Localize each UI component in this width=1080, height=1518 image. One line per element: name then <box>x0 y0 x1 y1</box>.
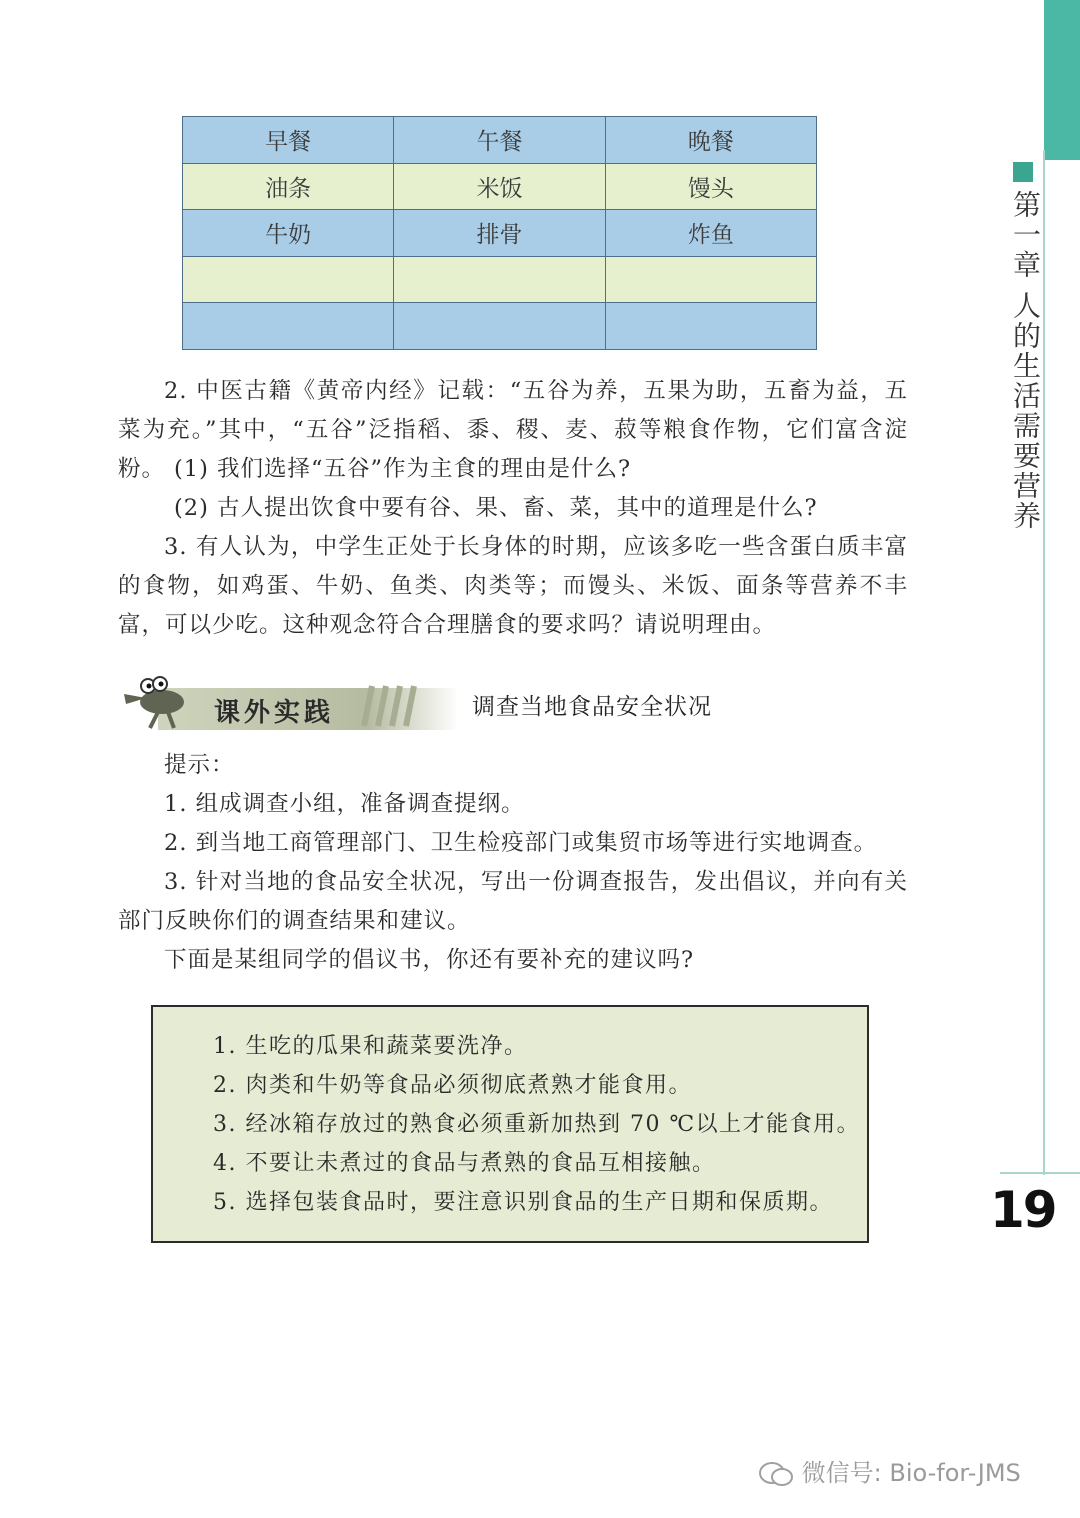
table-header-cell: 晚餐 <box>605 117 816 164</box>
proposal-item: 3. 经冰箱存放过的熟食必须重新加热到 70 ℃以上才能食用。 <box>213 1112 861 1137</box>
watermark-label: 微信号: Bio-for-JMS <box>801 1459 1021 1487</box>
watermark <box>758 1453 1021 1488</box>
question-2-sub-2: (2) 古人提出饮食中要有谷、果、畜、菜，其中的道理是什么? <box>174 495 818 521</box>
table-cell <box>605 256 816 303</box>
table-cell <box>394 303 605 350</box>
table-header-cell: 早餐 <box>183 117 394 164</box>
banner-stripes-icon <box>358 684 428 728</box>
page-number: 19 <box>990 1181 1056 1239</box>
table-cell: 油条 <box>183 163 394 210</box>
proposal-box <box>151 1005 869 1243</box>
bird-icon <box>118 672 198 732</box>
table-row <box>183 303 817 350</box>
wechat-icon <box>758 1460 794 1488</box>
practice-title: 调查当地食品安全状况 <box>472 694 712 720</box>
table-row <box>183 256 817 303</box>
proposal-item: 2. 肉类和牛奶等食品必须彻底煮熟才能食用。 <box>213 1073 692 1098</box>
table-cell <box>183 256 394 303</box>
table-row <box>183 210 817 257</box>
question-3: 3. 有人认为，中学生正处于长身体的时期，应该多吃一些含蛋白质丰富的食物，如鸡蛋、牛奶、鱼类、肉类等；而馒头、米饭、面条等营养不丰富，可以少吃。这种观念符合合理膳食的要求吗？请说明理由。 <box>118 534 908 638</box>
meal-table <box>182 116 817 350</box>
table-header-row <box>183 117 817 164</box>
table-cell <box>394 256 605 303</box>
table-cell <box>605 303 816 350</box>
question-2: 2. 中医古籍《黄帝内经》记载：“五谷为养，五果为助，五畜为益，五菜为充。”其中，“五谷”泛指稻、黍、稷、麦、菽等粮食作物，它们富含淀粉。 <box>118 378 908 482</box>
table-cell: 馒头 <box>605 163 816 210</box>
table-cell: 牛奶 <box>183 210 394 257</box>
proposal-item: 1. 生吃的瓜果和蔬菜要洗净。 <box>213 1034 528 1059</box>
chapter-marker-square <box>1013 162 1033 182</box>
practice-step-3: 3. 针对当地的食品安全状况，写出一份调查报告，发出倡议，并向有关部门反映你们的调查结果和建议。 <box>118 869 908 934</box>
table-cell: 炸鱼 <box>605 210 816 257</box>
table-row <box>183 163 817 210</box>
table-header-cell: 午餐 <box>394 117 605 164</box>
table-cell <box>183 303 394 350</box>
practice-step-2: 2. 到当地工商管理部门、卫生检疫部门或集贸市场等进行实地调查。 <box>164 830 878 856</box>
practice-banner-label: 课外实践 <box>214 698 335 728</box>
proposal-item: 4. 不要让未煮过的食品与煮熟的食品互相接触。 <box>213 1151 716 1176</box>
table-cell: 米饭 <box>394 163 605 210</box>
practice-step-1: 1. 组成调查小组，准备调查提纲。 <box>164 791 525 817</box>
table-cell: 排骨 <box>394 210 605 257</box>
page-number-rule <box>1000 1172 1080 1174</box>
practice-hint: 提示： <box>164 752 235 778</box>
practice-prompt: 下面是某组同学的倡议书，你还有要补充的建议吗? <box>164 947 695 973</box>
proposal-item: 5. 选择包装食品时，要注意识别食品的生产日期和保质期。 <box>213 1190 833 1215</box>
question-2-sub-1: (1) 我们选择“五谷”作为主食的理由是什么? <box>174 456 632 482</box>
chapter-title: 第一章 人的生活需要营养 <box>1009 190 1042 531</box>
practice-banner <box>118 672 438 732</box>
chapter-edge-tab <box>1044 0 1080 160</box>
